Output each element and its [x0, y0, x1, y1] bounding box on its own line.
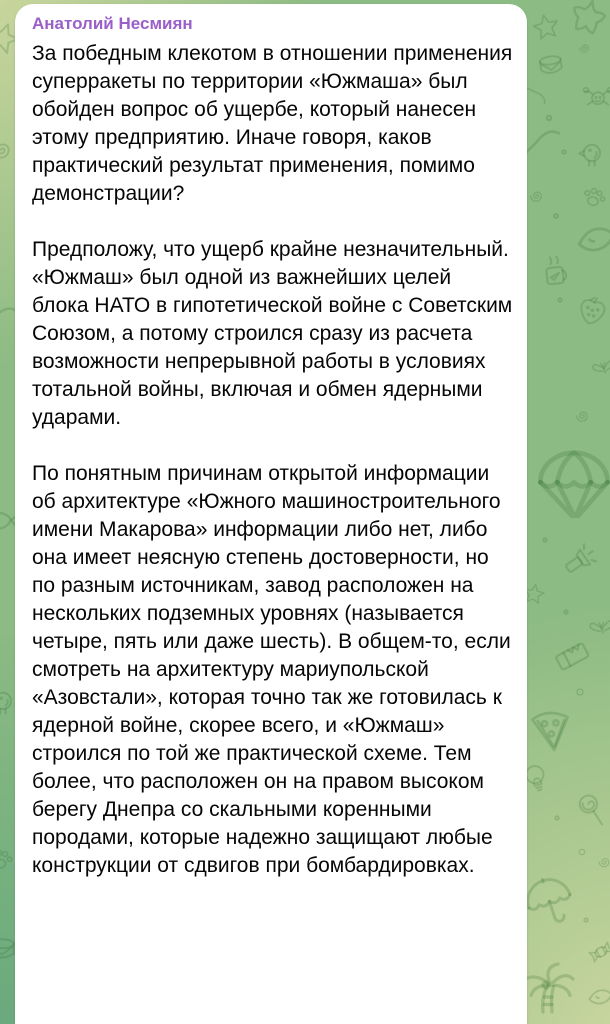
message-text [32, 40, 513, 880]
doodle-spiral-icon [599, 859, 609, 867]
doodle-chocolate-icon [555, 643, 589, 670]
doodle-dot-icon [554, 214, 558, 218]
doodle-squiggle-icon [524, 128, 559, 166]
doodle-umbrella-icon [522, 873, 577, 929]
message-paragraph: За победным клекотом в отношении применения суперракеты по территории «Южмаша» был обойден вопрос об ущербе, который нанесен этому предприятию. Иначе говоря, каков практический результат применения, помимо демонстрации? [32, 42, 513, 205]
doodle-drum-icon [0, 939, 14, 957]
doodle-dot-icon [558, 298, 562, 302]
doodle-lollipop-icon [578, 795, 604, 825]
doodle-dot-icon [555, 816, 559, 820]
doodle-star-icon [532, 13, 560, 40]
doodle-pizza-icon [532, 710, 573, 753]
doodle-fish-icon [588, 988, 610, 1005]
doodle-dot-icon [543, 538, 547, 542]
doodle-paw-icon [0, 850, 12, 868]
doodle-drum-icon [539, 55, 562, 74]
doodle-starfish-icon [569, 0, 608, 35]
doodle-spiral-icon [0, 144, 9, 157]
message-paragraph: Предположу, что ущерб крайне незначительный. «Южмаш» был одной из важнейших целей блока НАТО в гипотетической войне с Советским Союзом, а потому строился сразу из расчета возможности непрерывной работы в условиях тотальной войны, включая и обмен ядерными ударами. [32, 238, 513, 429]
doodle-squiggle-icon [0, 303, 16, 339]
doodle-chick-icon [579, 145, 600, 166]
doodle-strawberry-icon [578, 295, 607, 326]
message-author-name[interactable]: Анатолий Несмиян [32, 14, 193, 33]
doodle-ring-icon [579, 849, 585, 855]
doodle-dot-icon [562, 150, 566, 154]
message-paragraph: По понятным причинам открытой информации об архитектуре «Южного машиностроительного имени Макарова» информации либо нет, либо она имеет неясную степень достоверности, но по разным источникам, завод расположен на нескольких подземных уровнях (называется четыре, пять или даже шесть). В общем-то, если смотреть на архитектуру мариупольской «Азовстали», которая точно так же готовилась к ядерной войне, скорее всего, и «Южмаш» строился по той же практической схеме. Тем более, что расположен он на правом высоком берегу Днепра со скальными коренными породами, которые надежно защищают любые конструкции от сдвигов при бомбардировках. [32, 462, 511, 877]
doodle-spiral-icon [531, 192, 542, 201]
doodle-dot-icon [547, 116, 551, 120]
doodle-spiral-icon [580, 45, 589, 52]
doodle-flashlight-icon [562, 543, 599, 578]
doodle-bulb-icon [524, 764, 548, 793]
doodle-parachute-icon [540, 453, 607, 516]
doodle-butterfly-icon [592, 360, 610, 376]
message-bubble[interactable] [15, 4, 527, 1024]
doodle-dot-icon [564, 610, 568, 614]
doodle-spiral-icon [577, 412, 588, 421]
doodle-paw-icon [583, 187, 607, 208]
doodle-mug-icon [545, 256, 567, 284]
doodle-palm-icon [525, 964, 573, 1012]
doodle-dot-icon [584, 918, 588, 922]
doodle-chick-icon [0, 693, 11, 714]
doodle-butterfly-icon [590, 621, 610, 635]
doodle-ring-icon [577, 689, 583, 695]
doodle-crab-icon [584, 88, 610, 105]
doodle-fish-icon [577, 224, 610, 253]
doodle-candy-icon [589, 942, 610, 962]
